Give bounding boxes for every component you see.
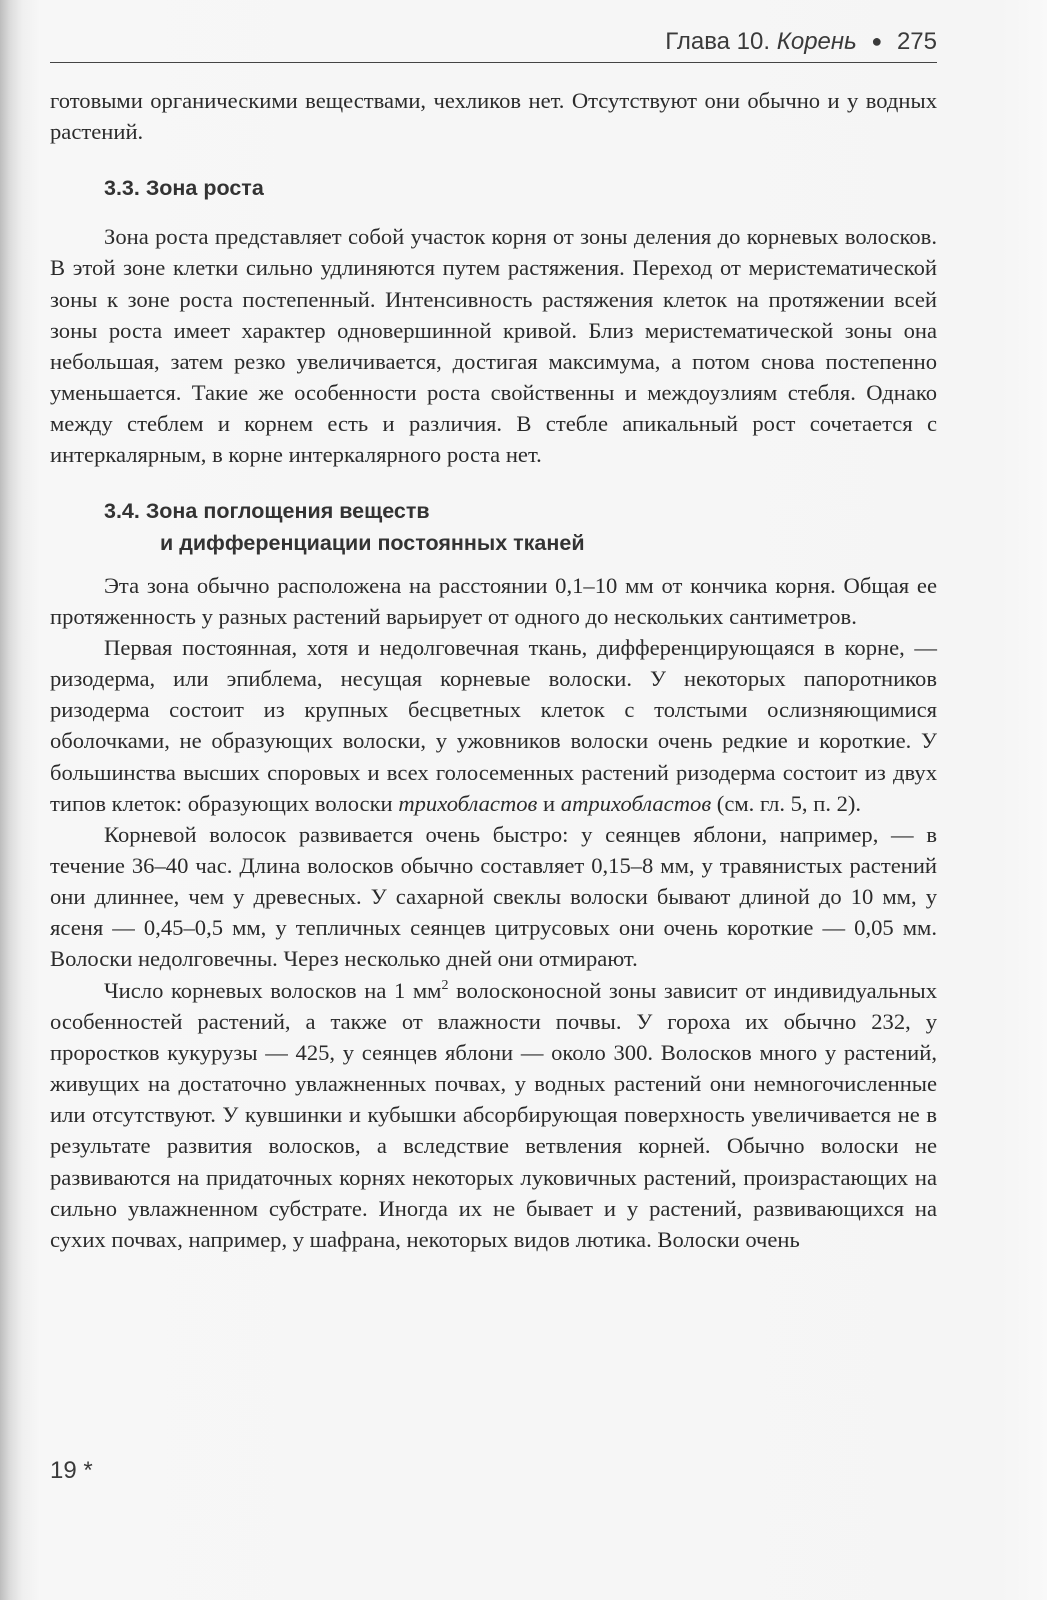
page-body — [50, 85, 937, 1255]
section-heading-3-3: 3.3. Зона роста — [104, 176, 264, 201]
rhizoderm-text: Первая постоянная, хотя и недолговечная ткань, дифференцирующаяся в корне, — ризодерма, или эпиблема, несущая корневые волоски. У некоторых папоротников ризодерма состоит из крупных бесцветных клеток с толстыми ослизняющимися оболочками, не образующих волоски, у ужовников волоски очень редкие и короткие. У большинства высших споровых и всех голосеменных растений ризодерма состоит из двух типов клеток: образующих волоски — [50, 634, 937, 816]
conjunction: и — [543, 790, 556, 816]
heading-line-2: и дифференциации постоянных тканей — [160, 530, 585, 555]
hair-count-text-start: Число корневых волосков на 1 мм — [104, 977, 442, 1003]
running-header — [50, 28, 937, 63]
chapter-label: Глава 10. — [665, 28, 771, 55]
hair-count-text-rest: волосконосной зоны зависит от индивидуальных особенностей растений, а также от влажности почвы. У гороха их обычно 232, у проростков кукурузы — 425, у сеянцев яблони — около 300. Волосков много у растений, живущих на достаточно увлажненных почвах, у водных растений они немногочисленные или отсутствуют. У кувшинки и кубышки абсорбирующая поверхность увеличивается не в результате развития волосков, а вследствие ветвления корней. Обычно волоски не развиваются на придаточных корнях некоторых луковичных растений, произрастающих на сильно увлажненном субстрате. Иногда их не бывает и у растений, развивающихся на сухих почвах, например, у шафрана, некоторых видов лютика. Волоски очень — [50, 977, 937, 1252]
superscript-2: 2 — [441, 977, 449, 993]
signature-mark: 19 * — [50, 1457, 93, 1484]
chapter-title: Корень — [776, 28, 857, 55]
paragraph-root-hair: Корневой волосок развивается очень быстро: у сеянцев яблони, например, — в течение 36–40 час. Длина волосков обычно составляет 0,15–8 мм, у травянистых растений они длиннее, чем у древесных. У сахарной свеклы волоски бывают длиной до 10 мм, у ясеня — 0,45–0,5 мм, у тепличных сеянцев цитрусовых они очень короткие — 0,05 мм. Волоски недолговечны. Через несколько дней они отмирают. — [50, 821, 937, 972]
term-atrichoblasts: атрихобластов — [560, 790, 712, 816]
paragraph-rhizoderm — [50, 632, 937, 819]
paragraph-hair-count — [50, 975, 937, 1255]
term-trichoblasts: трихобластов — [398, 790, 538, 816]
paragraph-continued: готовыми органическими веществами, чехликов нет. Отсутствуют они обычно и у водных растений. — [50, 88, 937, 145]
page-number: 275 — [896, 28, 937, 55]
bullet-icon: ● — [871, 31, 883, 51]
heading-line-1: 3.4. Зона поглощения веществ — [104, 498, 430, 523]
paragraph-absorption-zone: Эта зона обычно расположена на расстоянии 0,1–10 мм от кончика корня. Общая ее протяженность у разных растений варьирует от одного до нескольких сантиметров. — [50, 572, 937, 629]
paragraph-growth-zone: Зона роста представляет собой участок корня от зоны деления до корневых волосков. В этой зоне клетки сильно удлиняются путем растяжения. Переход от меристематической зоны к зоне роста постепенный. Интенсивность растяжения клеток на протяжении всей зоны роста имеет характер одновершинной кривой. Близ меристематической зоны она небольшая, затем резко увеличивается, достигая максимума, а потом снова постепенно уменьшается. Такие же особенности роста свойственны и междоузлиям стебля. Однако между стеблем и корнем есть и различия. В стебле апикальный рост сочетается с интеркалярным, в корне интеркалярного роста нет. — [50, 224, 937, 468]
cross-reference: (см. гл. 5, п. 2). — [716, 790, 862, 816]
section-heading-3-4 — [50, 495, 937, 559]
